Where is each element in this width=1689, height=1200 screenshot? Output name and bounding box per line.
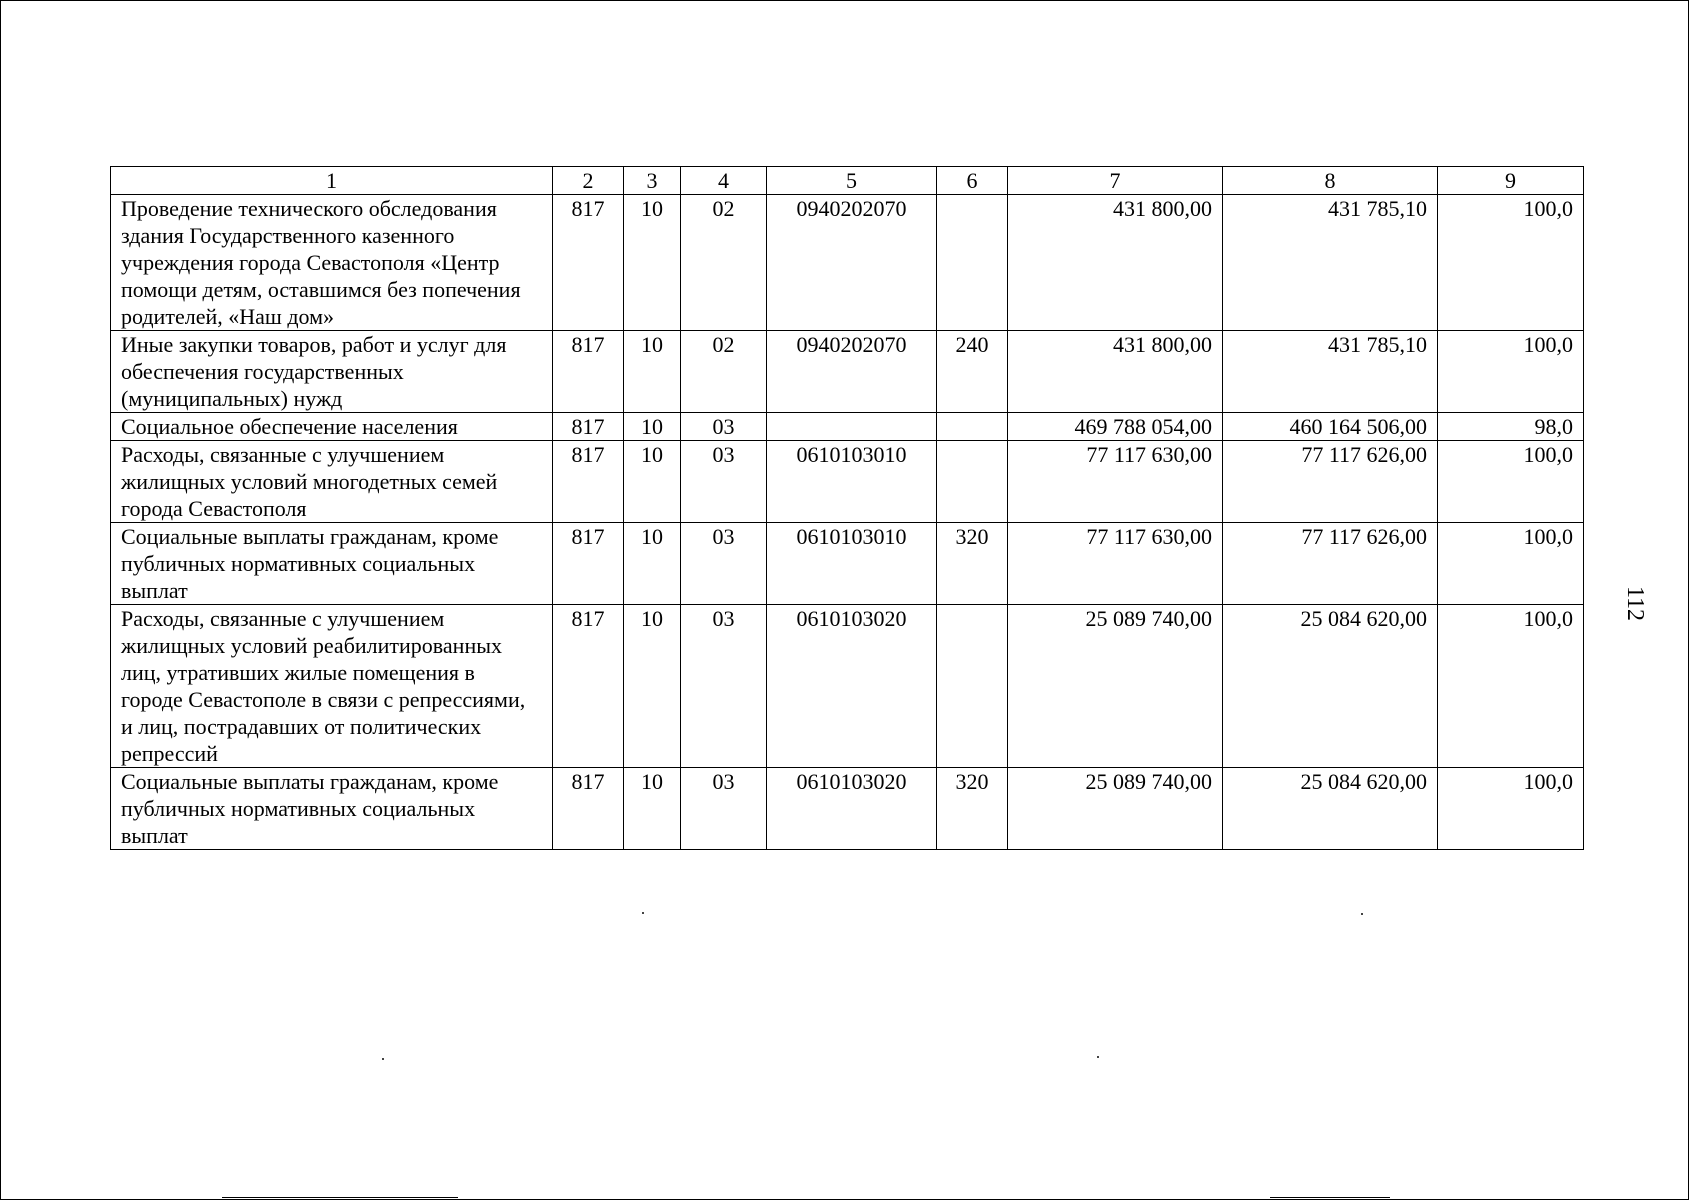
row-expense-type: 320 bbox=[937, 768, 1008, 850]
row-section: 10 bbox=[624, 768, 681, 850]
scan-speck bbox=[642, 912, 644, 914]
row-target-article bbox=[767, 413, 937, 441]
row-section: 10 bbox=[624, 331, 681, 413]
row-name: Расходы, связанные с улучшением жилищных условий многодетных семей города Севастополя bbox=[111, 441, 553, 523]
row-target-article: 0610103010 bbox=[767, 441, 937, 523]
row-plan-amount: 25 089 740,00 bbox=[1008, 768, 1223, 850]
row-percent: 100,0 bbox=[1438, 441, 1584, 523]
row-plan-amount: 25 089 740,00 bbox=[1008, 605, 1223, 768]
header-col-2: 2 bbox=[553, 167, 624, 195]
row-subsection: 03 bbox=[681, 523, 767, 605]
row-actual-amount: 77 117 626,00 bbox=[1223, 523, 1438, 605]
table-row bbox=[111, 441, 1584, 523]
header-col-8: 8 bbox=[1223, 167, 1438, 195]
row-name: Социальные выплаты гражданам, кроме публичных нормативных социальных выплат bbox=[111, 523, 553, 605]
table-header-row bbox=[111, 167, 1584, 195]
row-target-article: 0610103010 bbox=[767, 523, 937, 605]
row-plan-amount: 77 117 630,00 bbox=[1008, 523, 1223, 605]
table-row bbox=[111, 523, 1584, 605]
row-percent: 100,0 bbox=[1438, 523, 1584, 605]
row-actual-amount: 460 164 506,00 bbox=[1223, 413, 1438, 441]
header-col-1: 1 bbox=[111, 167, 553, 195]
scan-speck bbox=[1097, 1056, 1099, 1058]
row-target-article: 0940202070 bbox=[767, 331, 937, 413]
row-percent: 100,0 bbox=[1438, 195, 1584, 331]
row-name: Социальное обеспечение населения bbox=[111, 413, 553, 441]
scan-edge-line bbox=[222, 1197, 458, 1198]
table-row bbox=[111, 768, 1584, 850]
scan-speck bbox=[1361, 913, 1363, 915]
row-percent: 100,0 bbox=[1438, 768, 1584, 850]
budget-table bbox=[110, 166, 1584, 850]
row-name: Расходы, связанные с улучшением жилищных условий реабилитированных лиц, утративших жилые помещения в городе Севастополе в связи с репрессиями, и лиц, пострадавших от политических репрессий bbox=[111, 605, 553, 768]
row-section: 10 bbox=[624, 413, 681, 441]
row-name: Иные закупки товаров, работ и услуг для обеспечения государственных (муниципальных) нужд bbox=[111, 331, 553, 413]
row-percent: 100,0 bbox=[1438, 605, 1584, 768]
row-plan-amount: 77 117 630,00 bbox=[1008, 441, 1223, 523]
row-actual-amount: 77 117 626,00 bbox=[1223, 441, 1438, 523]
row-ministry-code: 817 bbox=[553, 413, 624, 441]
header-col-7: 7 bbox=[1008, 167, 1223, 195]
row-expense-type bbox=[937, 605, 1008, 768]
scan-speck bbox=[382, 1058, 384, 1060]
table-row bbox=[111, 331, 1584, 413]
row-subsection: 03 bbox=[681, 605, 767, 768]
header-col-9: 9 bbox=[1438, 167, 1584, 195]
row-target-article: 0940202070 bbox=[767, 195, 937, 331]
row-expense-type: 240 bbox=[937, 331, 1008, 413]
scan-edge-line bbox=[1270, 1197, 1390, 1198]
header-col-3: 3 bbox=[624, 167, 681, 195]
row-target-article: 0610103020 bbox=[767, 768, 937, 850]
row-section: 10 bbox=[624, 605, 681, 768]
row-percent: 98,0 bbox=[1438, 413, 1584, 441]
table-row bbox=[111, 605, 1584, 768]
row-name: Социальные выплаты гражданам, кроме публичных нормативных социальных выплат bbox=[111, 768, 553, 850]
row-plan-amount: 469 788 054,00 bbox=[1008, 413, 1223, 441]
row-ministry-code: 817 bbox=[553, 523, 624, 605]
page-number: 112 bbox=[1622, 585, 1649, 622]
table-row bbox=[111, 195, 1584, 331]
header-col-4: 4 bbox=[681, 167, 767, 195]
row-subsection: 03 bbox=[681, 441, 767, 523]
row-ministry-code: 817 bbox=[553, 605, 624, 768]
row-expense-type: 320 bbox=[937, 523, 1008, 605]
row-plan-amount: 431 800,00 bbox=[1008, 195, 1223, 331]
row-expense-type bbox=[937, 195, 1008, 331]
row-expense-type bbox=[937, 441, 1008, 523]
row-section: 10 bbox=[624, 523, 681, 605]
row-subsection: 03 bbox=[681, 413, 767, 441]
row-actual-amount: 431 785,10 bbox=[1223, 195, 1438, 331]
row-name: Проведение технического обследования здания Государственного казенного учреждения города Севастополя «Центр помощи детям, оставшимся без попечения родителей, «Наш дом» bbox=[111, 195, 553, 331]
row-subsection: 02 bbox=[681, 195, 767, 331]
row-ministry-code: 817 bbox=[553, 195, 624, 331]
row-expense-type bbox=[937, 413, 1008, 441]
row-section: 10 bbox=[624, 195, 681, 331]
row-actual-amount: 25 084 620,00 bbox=[1223, 605, 1438, 768]
row-ministry-code: 817 bbox=[553, 331, 624, 413]
row-subsection: 03 bbox=[681, 768, 767, 850]
row-ministry-code: 817 bbox=[553, 441, 624, 523]
row-target-article: 0610103020 bbox=[767, 605, 937, 768]
table-row bbox=[111, 413, 1584, 441]
row-plan-amount: 431 800,00 bbox=[1008, 331, 1223, 413]
row-ministry-code: 817 bbox=[553, 768, 624, 850]
header-col-6: 6 bbox=[937, 167, 1008, 195]
row-actual-amount: 25 084 620,00 bbox=[1223, 768, 1438, 850]
row-percent: 100,0 bbox=[1438, 331, 1584, 413]
row-subsection: 02 bbox=[681, 331, 767, 413]
header-col-5: 5 bbox=[767, 167, 937, 195]
row-actual-amount: 431 785,10 bbox=[1223, 331, 1438, 413]
row-section: 10 bbox=[624, 441, 681, 523]
